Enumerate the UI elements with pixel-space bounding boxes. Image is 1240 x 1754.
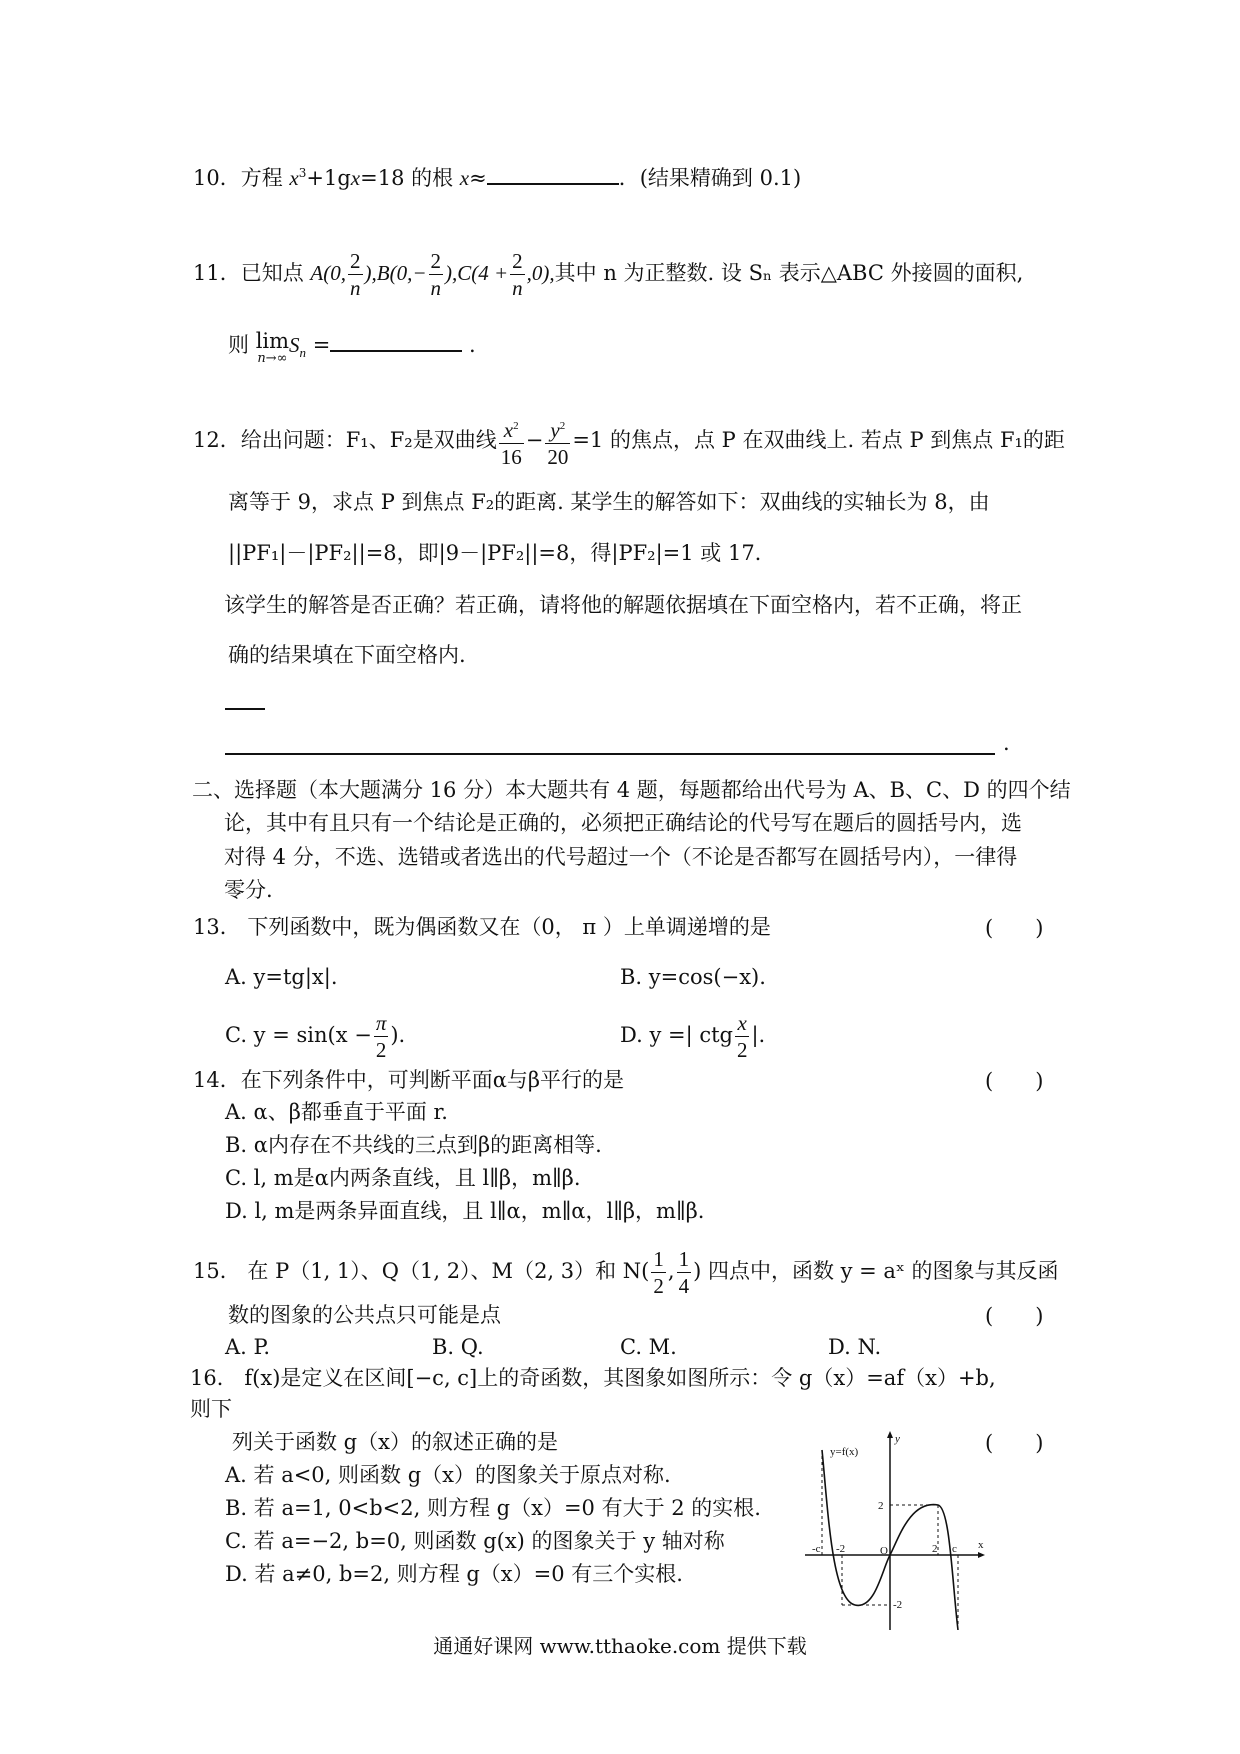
answer-blank-11[interactable]	[330, 350, 462, 352]
question-16: 16． f(x)是定义在区间[−c, c]上的奇函数，其图象如图所示：令 g（x）=af（x）+b,	[190, 1366, 996, 1390]
fraction: $\frac{x^2}{16}$	[499, 413, 524, 470]
answer-paren-15[interactable]: ( )	[985, 1304, 1044, 1328]
question-15: 15． 在 P（1, 1）、Q（1, 2）、M（2, 3）和 N( $\frac{1}{2}$ , $\frac{1}{4}$ ) 四点中，函数 y = aˣ 的图象与其反函	[193, 1247, 1059, 1298]
option-16-c: C. 若 a=−2, b=0, 则函数 g(x) 的图象关于 y 轴对称	[225, 1529, 725, 1553]
y-axis-label: y	[895, 1433, 900, 1445]
option-13-a: A. y=tg|x|.	[225, 965, 338, 989]
answer-paren-14[interactable]: ( )	[985, 1069, 1044, 1093]
option-13-b: B. y=cos(−x).	[620, 965, 766, 989]
section-2-line3: 对得 4 分，不选、选错或者选出的代号超过一个（不论是否都写在圆括号内），一律得	[224, 845, 1018, 869]
question-16-line1b: 则下	[190, 1397, 232, 1421]
fraction: $\frac{\pi}{2}$	[375, 1011, 387, 1062]
section-2-line2: 论，其中有且只有一个结论是正确的，必须把正确结论的代号写在题后的圆括号内，选	[224, 811, 1022, 835]
footer-source: 通通好课网 www.tthaoke.com 提供下载	[433, 1634, 807, 1658]
limit: lim n→∞	[255, 329, 290, 366]
answer-blank-12[interactable]	[225, 753, 995, 755]
tick-label: -2	[893, 1599, 903, 1611]
question-15-line2: 数的图象的公共点只可能是点	[228, 1303, 501, 1327]
tick-label: -c	[812, 1543, 821, 1555]
question-12-line4: 该学生的解答是否正确？若正确，请将他的解题依据填在下面空格内，若不正确，将正	[224, 593, 1022, 617]
option-13-d: D. y =| ctg $\frac{x}{2}$ |.	[620, 1011, 766, 1062]
option-15-a: A. P.	[225, 1335, 271, 1359]
question-13: 13． 下列函数中，既为偶函数又在（0， π ）上单调递增的是	[193, 915, 771, 939]
section-2-line4: 零分.	[224, 878, 273, 902]
question-12-line3: ||PF₁|－|PF₂||=8，即|9－|PF₂||=8，得|PF₂|=1 或 17.	[228, 541, 762, 565]
question-14: 14．在下列条件中，可判断平面α与β平行的是	[193, 1068, 625, 1092]
curve-label: y=f(x)	[830, 1446, 859, 1458]
option-15-d: D. N.	[828, 1335, 882, 1359]
tick-label: 2	[878, 1500, 884, 1512]
fraction: $\frac{2}{n}$	[430, 249, 441, 300]
short-rule	[225, 708, 265, 710]
origin-label: O	[880, 1545, 888, 1557]
question-12-line5: 确的结果填在下面空格内.	[228, 643, 466, 667]
question-16-line2: 列关于函数 g（x）的叙述正确的是	[232, 1430, 558, 1454]
option-16-d: D. 若 a≠0, b=2, 则方程 g（x）=0 有三个实根.	[225, 1562, 683, 1586]
option-13-c: C. y = sin(x − $\frac{\pi}{2}$ ).	[225, 1011, 406, 1062]
answer-paren-16[interactable]: ( )	[985, 1431, 1044, 1455]
tick-label: 2	[932, 1543, 938, 1555]
option-14-c: C. l, m是α内两条直线，且 l∥β，m∥β.	[225, 1166, 581, 1190]
option-16-b: B. 若 a=1, 0<b<2, 则方程 g（x）=0 有大于 2 的实根.	[225, 1496, 761, 1520]
section-2-header: 二、选择题（本大题满分 16 分）本大题共有 4 题，每题都给出代号为 A、B、C、D 的四个结	[192, 778, 1071, 802]
option-14-b: B. α内存在不共线的三点到β的距离相等.	[225, 1133, 602, 1157]
question-11-line2: 则 lim n→∞ $S_n$ = .	[228, 329, 476, 366]
question-12-line2: 离等于 9，求点 P 到焦点 F₂的距离. 某学生的解答如下：双曲线的实轴长为 8，由	[228, 490, 990, 514]
x-axis-label: x	[978, 1539, 984, 1551]
answer-paren-13[interactable]: ( )	[985, 916, 1044, 940]
option-14-a: A. α、β都垂直于平面 r.	[225, 1100, 448, 1124]
y-axis-arrow	[887, 1431, 893, 1438]
fraction: $\frac{1}{4}$	[678, 1247, 690, 1298]
tick-label: -2	[836, 1543, 846, 1555]
question-10: 10．方程 $x^3+1gx=18$ 的根 x≈ ．(结果精确到 0.1)	[193, 166, 802, 190]
option-16-a: A. 若 a<0, 则函数 g（x）的图象关于原点对称.	[225, 1463, 671, 1487]
option-14-d: D. l, m是两条异面直线，且 l∥α，m∥α，l∥β，m∥β.	[225, 1199, 705, 1223]
fraction: $\frac{2}{n}$	[512, 249, 523, 300]
period: .	[1003, 731, 1010, 755]
fraction: $\frac{2}{n}$	[350, 249, 361, 300]
function-graph	[800, 1430, 990, 1630]
question-11: 11．已知点 A(0, $\frac{2}{n}$ ),B(0,− $\frac{2}{n}$ ),C(4 + $\frac{2}{n}$ ,0),其中 n 为正整数. 设 Sₙ 表示△ABC 外接圆的面积,	[193, 249, 1024, 300]
option-15-b: B. Q.	[432, 1335, 484, 1359]
answer-blank-10[interactable]	[487, 183, 619, 185]
x-axis-arrow	[978, 1552, 985, 1558]
fraction: $\frac{x}{2}$	[736, 1011, 748, 1062]
fraction: $\frac{y^2}{20}$	[545, 413, 570, 470]
tick-label: c	[952, 1543, 957, 1555]
question-12: 12．给出问题：F₁、F₂是双曲线 $\frac{x^2}{16}$ − $\frac{y^2}{20}$ =1 的焦点，点 P 在双曲线上. 若点 P 到焦点 F₁的距	[193, 413, 1065, 470]
option-15-c: C. M.	[620, 1335, 677, 1359]
fraction: $\frac{1}{2}$	[653, 1247, 664, 1298]
